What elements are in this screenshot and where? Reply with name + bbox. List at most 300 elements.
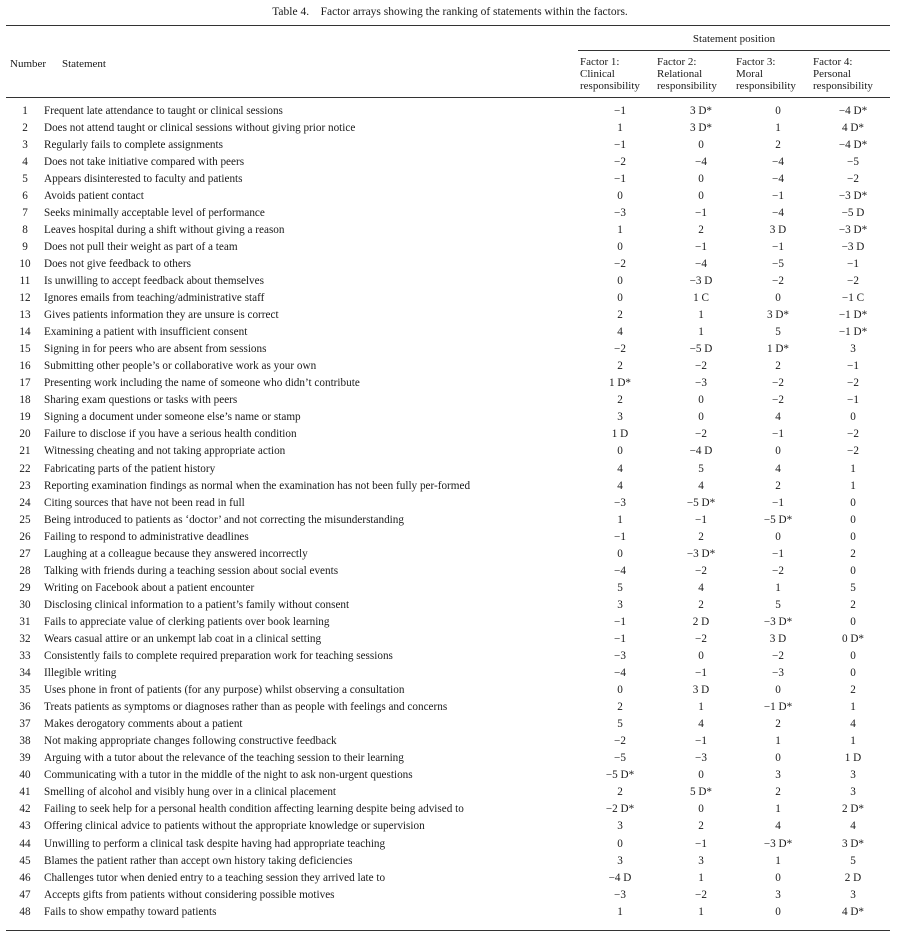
table-row	[6, 613, 890, 630]
row-factor-2: −2	[695, 632, 707, 645]
row-factor-3: 3	[775, 888, 781, 901]
row-factor-4: −2	[847, 274, 859, 287]
row-factor-1: −2	[614, 257, 626, 270]
table-row	[6, 903, 890, 920]
row-number: 23	[19, 479, 31, 492]
row-number: 6	[22, 189, 28, 202]
row-statement: Frequent late attendance to taught or clinical sessions	[44, 104, 283, 117]
row-factor-2: 1	[698, 309, 704, 322]
table-row	[6, 460, 890, 477]
row-factor-4: −1 D*	[838, 326, 868, 339]
row-factor-3: −5 D*	[763, 513, 793, 526]
row-factor-2: 0	[698, 394, 704, 407]
row-factor-2: 0	[698, 172, 704, 185]
row-factor-4: −4 D*	[838, 138, 868, 151]
table-row	[6, 699, 890, 716]
row-factor-2: 0	[698, 769, 704, 782]
row-factor-3: 1	[775, 803, 781, 816]
table-row	[6, 767, 890, 784]
row-factor-2: −3 D*	[686, 547, 716, 560]
row-statement: Challenges tutor when denied entry to a teaching session they arrived late to	[44, 871, 386, 884]
row-factor-2: −1	[695, 206, 707, 219]
row-factor-2: −3	[695, 752, 707, 765]
row-number: 8	[22, 223, 28, 236]
row-factor-3: −1 D*	[763, 701, 793, 714]
row-factor-4: 4 D*	[841, 121, 865, 134]
row-factor-3: 2	[775, 479, 781, 492]
table-row	[6, 290, 890, 307]
row-statement: Sharing exam questions or tasks with peers	[44, 394, 238, 407]
row-statement: Is unwilling to accept feedback about themselves	[44, 274, 264, 287]
header-factor-1-line1: Factor 1:	[580, 56, 620, 68]
header-statement-position: Statement position	[692, 33, 776, 45]
row-number: 15	[19, 343, 31, 356]
factor-array-table	[6, 102, 890, 920]
row-factor-2: 0	[698, 189, 704, 202]
table-row	[6, 852, 890, 869]
table-row	[6, 665, 890, 682]
row-factor-3: 0	[775, 905, 781, 918]
row-number: 43	[19, 820, 31, 833]
row-factor-4: 4	[850, 718, 856, 731]
header-factor-3-line2: Moral	[736, 68, 763, 80]
row-factor-4: 1	[850, 735, 856, 748]
row-factor-1: 3	[617, 411, 623, 424]
row-factor-2: 4	[698, 479, 704, 492]
row-statement: Treats patients as symptoms or diagnoses rather than as people with feelings and concerns	[44, 701, 448, 714]
row-statement: Regularly fails to complete assignments	[44, 138, 223, 151]
row-factor-2: 4	[698, 581, 704, 594]
header-factor-4	[813, 56, 873, 92]
row-factor-1: 2	[617, 394, 623, 407]
row-factor-4: 2	[850, 684, 856, 697]
row-factor-2: −1	[695, 240, 707, 253]
table-row	[6, 307, 890, 324]
row-statement: Fails to show empathy toward patients	[44, 905, 217, 918]
row-statement: Communicating with a tutor in the middle of the night to ask non-urgent questions	[44, 769, 413, 782]
row-factor-4: 1	[850, 462, 856, 475]
row-statement: Ignores emails from teaching/administrative staff	[44, 292, 265, 305]
row-number: 35	[19, 684, 31, 697]
row-factor-1: 2	[617, 701, 623, 714]
row-factor-3: −2	[772, 377, 784, 390]
row-factor-3: 2	[775, 360, 781, 373]
row-number: 22	[19, 462, 31, 475]
table-caption: Table 4. Factor arrays showing the ranking of statements within the factors.	[272, 6, 628, 18]
row-factor-1: −3	[614, 206, 626, 219]
row-factor-2: −4	[695, 257, 707, 270]
row-factor-1: 0	[617, 274, 623, 287]
row-factor-2: 1 C	[693, 292, 709, 305]
row-factor-3: −1	[772, 240, 784, 253]
row-statement: Talking with friends during a teaching session about social events	[44, 564, 339, 577]
row-statement: Does not take initiative compared with peers	[44, 155, 245, 168]
row-factor-1: −4	[614, 667, 626, 680]
row-number: 16	[19, 360, 31, 373]
row-factor-3: 3	[775, 769, 781, 782]
row-number: 10	[19, 257, 31, 270]
row-factor-3: −1	[772, 496, 784, 509]
row-number: 40	[19, 769, 31, 782]
row-factor-3: −1	[772, 547, 784, 560]
row-factor-1: 3	[617, 854, 623, 867]
row-statement: Submitting other people’s or collaborative work as your own	[44, 360, 317, 373]
row-factor-1: 0	[617, 292, 623, 305]
header-factor-3-line3: responsibility	[736, 80, 796, 92]
row-factor-1: 5	[617, 718, 623, 731]
row-factor-2: −5 D	[689, 343, 713, 356]
row-statement: Wears casual attire or an unkempt lab coat in a clinical setting	[44, 632, 322, 645]
row-factor-3: 2	[775, 718, 781, 731]
row-statement: Reporting examination findings as normal when the examination has not been fully per-formed	[44, 479, 471, 492]
row-factor-2: 5 D*	[689, 786, 713, 799]
row-factor-1: −1	[614, 530, 626, 543]
row-statement: Gives patients information they are unsure is correct	[44, 309, 279, 322]
row-factor-2: 0	[698, 803, 704, 816]
row-factor-1: 3	[617, 598, 623, 611]
table-body	[6, 102, 890, 920]
row-factor-1: −2	[614, 735, 626, 748]
row-statement: Arguing with a tutor about the relevance of the teaching session to their learning	[44, 752, 404, 765]
row-factor-3: 4	[775, 462, 781, 475]
row-number: 46	[19, 871, 31, 884]
row-factor-2: −3 D	[689, 274, 713, 287]
row-statement: Failing to respond to administrative deadlines	[44, 530, 249, 543]
row-factor-4: −2	[847, 377, 859, 390]
row-factor-4: 5	[850, 854, 856, 867]
row-statement: Being introduced to patients as ‘doctor’ and not correcting the misunderstanding	[44, 513, 404, 526]
header-factor-2	[657, 56, 717, 92]
header-factor-4-line1: Factor 4:	[813, 56, 853, 68]
row-statement: Citing sources that have not been read in full	[44, 496, 245, 509]
row-factor-3: 0	[775, 684, 781, 697]
row-factor-2: −1	[695, 667, 707, 680]
header-factor-2-line3: responsibility	[657, 80, 717, 92]
row-factor-2: −1	[695, 837, 707, 850]
table-row	[6, 528, 890, 545]
table-row	[6, 750, 890, 767]
row-number: 20	[19, 428, 31, 441]
table-row	[6, 511, 890, 528]
row-statement: Disclosing clinical information to a patient’s family without consent	[44, 598, 350, 611]
row-number: 14	[19, 326, 31, 339]
row-factor-1: −2	[614, 155, 626, 168]
row-factor-1: −2 D*	[605, 803, 635, 816]
table-row	[6, 682, 890, 699]
row-factor-1: 0	[617, 837, 623, 850]
row-number: 38	[19, 735, 31, 748]
table-row	[6, 545, 890, 562]
row-factor-1: 3	[617, 820, 623, 833]
table-row	[6, 835, 890, 852]
row-statement: Accepts gifts from patients without considering possible motives	[44, 888, 335, 901]
row-number: 37	[19, 718, 31, 731]
row-number: 5	[22, 172, 28, 185]
row-factor-4: 3	[850, 769, 856, 782]
row-number: 24	[19, 496, 31, 509]
row-statement: Offering clinical advice to patients without the appropriate knowledge or supervision	[44, 820, 425, 833]
row-factor-1: 4	[617, 462, 623, 475]
row-factor-1: 0	[617, 240, 623, 253]
row-factor-4: 0	[850, 530, 856, 543]
row-factor-4: 4 D*	[841, 905, 865, 918]
row-number: 12	[19, 292, 31, 305]
row-statement: Unwilling to perform a clinical task despite having had appropriate teaching	[44, 837, 386, 850]
row-number: 34	[19, 667, 31, 680]
row-factor-3: 3 D*	[766, 309, 790, 322]
row-number: 17	[19, 377, 31, 390]
row-factor-2: 3 D*	[689, 121, 713, 134]
row-factor-4: −1 D*	[838, 309, 868, 322]
row-factor-2: −5 D*	[686, 496, 716, 509]
row-factor-4: 0	[850, 667, 856, 680]
row-factor-4: 1	[850, 701, 856, 714]
row-number: 39	[19, 752, 31, 765]
row-factor-3: 0	[775, 530, 781, 543]
row-factor-4: 3 D*	[841, 837, 865, 850]
row-statement: Avoids patient contact	[44, 189, 144, 202]
table-row	[6, 102, 890, 119]
row-number: 44	[19, 837, 31, 850]
table-row	[6, 869, 890, 886]
row-factor-1: −1	[614, 172, 626, 185]
row-number: 48	[19, 905, 31, 918]
row-factor-1: 1	[617, 121, 623, 134]
row-factor-1: 1	[617, 513, 623, 526]
table-row	[6, 187, 890, 204]
row-factor-3: 0	[775, 871, 781, 884]
table-row	[6, 801, 890, 818]
row-factor-4: 1	[850, 479, 856, 492]
row-factor-4: 4	[850, 820, 856, 833]
row-factor-2: 0	[698, 411, 704, 424]
table-row	[6, 818, 890, 835]
table-row	[6, 170, 890, 187]
row-factor-3: −4	[772, 206, 784, 219]
table-row	[6, 221, 890, 238]
row-number: 32	[19, 632, 31, 645]
header-subrule	[578, 50, 890, 51]
row-factor-4: 3	[850, 888, 856, 901]
table-row	[6, 324, 890, 341]
row-factor-3: 1	[775, 854, 781, 867]
row-factor-2: 5	[698, 462, 704, 475]
row-factor-4: −1	[847, 360, 859, 373]
row-factor-1: −2	[614, 343, 626, 356]
row-factor-3: −4	[772, 172, 784, 185]
row-factor-2: −4	[695, 155, 707, 168]
row-factor-3: −4	[772, 155, 784, 168]
row-statement: Does not attend taught or clinical sessions without giving prior notice	[44, 121, 356, 134]
row-factor-3: −3	[772, 667, 784, 680]
row-number: 21	[19, 445, 31, 458]
row-statement: Uses phone in front of patients (for any purpose) whilst observing a consultation	[44, 684, 405, 697]
row-factor-1: 4	[617, 326, 623, 339]
row-statement: Writing on Facebook about a patient encounter	[44, 581, 255, 594]
row-factor-4: 2	[850, 598, 856, 611]
row-factor-2: 3 D	[692, 684, 710, 697]
row-statement: Seeks minimally acceptable level of performance	[44, 206, 265, 219]
row-factor-3: 3 D	[769, 223, 787, 236]
row-number: 29	[19, 581, 31, 594]
table-row	[6, 494, 890, 511]
row-factor-1: 2	[617, 786, 623, 799]
table-row	[6, 238, 890, 255]
row-statement: Failing to seek help for a personal health condition affecting learning despite being advised to	[44, 803, 464, 816]
row-factor-2: 1	[698, 871, 704, 884]
row-factor-2: 1	[698, 701, 704, 714]
row-factor-4: −3 D*	[838, 223, 868, 236]
row-factor-4: 0	[850, 496, 856, 509]
header-factor-1	[580, 56, 640, 92]
row-factor-2: 0	[698, 138, 704, 151]
header-number: Number	[10, 58, 47, 70]
row-number: 36	[19, 701, 31, 714]
table-row	[6, 562, 890, 579]
row-factor-1: 0	[617, 445, 623, 458]
row-factor-3: 0	[775, 104, 781, 117]
row-number: 2	[22, 121, 28, 134]
row-factor-3: −2	[772, 394, 784, 407]
row-number: 45	[19, 854, 31, 867]
row-factor-2: 3 D*	[689, 104, 713, 117]
row-number: 9	[22, 240, 28, 253]
row-factor-4: 0	[850, 411, 856, 424]
header-factor-1-line3: responsibility	[580, 80, 640, 92]
row-statement: Signing a document under someone else’s name or stamp	[44, 411, 301, 424]
row-factor-2: −2	[695, 564, 707, 577]
row-statement: Witnessing cheating and not taking appropriate action	[44, 445, 286, 458]
row-statement: Illegible writing	[44, 667, 117, 680]
row-factor-1: −4	[614, 564, 626, 577]
row-factor-3: 0	[775, 752, 781, 765]
row-factor-4: 0	[850, 513, 856, 526]
row-statement: Does not pull their weight as part of a team	[44, 240, 238, 253]
row-factor-3: 4	[775, 820, 781, 833]
row-factor-2: −4 D	[689, 445, 713, 458]
row-factor-2: 2	[698, 530, 704, 543]
table-row	[6, 409, 890, 426]
header-factor-3-line1: Factor 3:	[736, 56, 776, 68]
row-factor-1: −5	[614, 752, 626, 765]
row-factor-1: 2	[617, 309, 623, 322]
row-number: 11	[19, 274, 31, 287]
row-factor-1: 1 D	[611, 428, 629, 441]
row-factor-1: 0	[617, 547, 623, 560]
row-statement: Makes derogatory comments about a patient	[44, 718, 243, 731]
header-statement: Statement	[62, 58, 106, 70]
table-row	[6, 375, 890, 392]
table-row	[6, 886, 890, 903]
row-factor-3: −2	[772, 564, 784, 577]
row-factor-3: 5	[775, 326, 781, 339]
row-factor-4: −1	[847, 257, 859, 270]
row-factor-1: −3	[614, 496, 626, 509]
row-factor-3: −1	[772, 189, 784, 202]
row-factor-3: 0	[775, 292, 781, 305]
row-factor-1: −4 D	[608, 871, 632, 884]
row-factor-4: 2 D	[844, 871, 862, 884]
table-row	[6, 119, 890, 136]
row-factor-1: 1	[617, 905, 623, 918]
row-number: 25	[19, 513, 31, 526]
header-factor-4-line2: Personal	[813, 68, 851, 80]
table-row	[6, 596, 890, 613]
table-row	[6, 358, 890, 375]
table-row	[6, 477, 890, 494]
row-factor-4: −5	[847, 155, 859, 168]
row-factor-3: 0	[775, 445, 781, 458]
table-row	[6, 341, 890, 358]
row-statement: Signing in for peers who are absent from sessions	[44, 343, 267, 356]
table-top-rule	[6, 25, 890, 26]
row-number: 30	[19, 598, 31, 611]
row-factor-2: −2	[695, 428, 707, 441]
table-row	[6, 392, 890, 409]
header-bottom-rule	[6, 97, 890, 98]
row-statement: Failure to disclose if you have a serious health condition	[44, 428, 297, 441]
row-factor-1: 1	[617, 223, 623, 236]
row-factor-3: 1	[775, 121, 781, 134]
row-factor-4: −2	[847, 445, 859, 458]
row-number: 41	[19, 786, 31, 799]
row-number: 26	[19, 530, 31, 543]
row-factor-3: −2	[772, 650, 784, 663]
row-factor-2: 2 D	[692, 615, 710, 628]
row-factor-4: 3	[850, 343, 856, 356]
row-factor-2: −1	[695, 513, 707, 526]
row-factor-1: 5	[617, 581, 623, 594]
row-statement: Fails to appreciate value of clerking patients over book learning	[44, 615, 330, 628]
row-factor-2: −2	[695, 360, 707, 373]
row-factor-3: −3 D*	[763, 615, 793, 628]
header-factor-4-line3: responsibility	[813, 80, 873, 92]
row-factor-4: 1 D	[844, 752, 862, 765]
row-factor-4: −3 D	[841, 240, 865, 253]
table-row	[6, 255, 890, 272]
row-factor-3: 5	[775, 598, 781, 611]
row-factor-2: 0	[698, 650, 704, 663]
row-statement: Presenting work including the name of someone who didn’t contribute	[44, 377, 360, 390]
row-factor-3: 1	[775, 735, 781, 748]
row-factor-4: 0	[850, 615, 856, 628]
row-factor-4: −2	[847, 172, 859, 185]
row-number: 27	[19, 547, 31, 560]
row-factor-4: 2	[850, 547, 856, 560]
row-statement: Consistently fails to complete required preparation work for teaching sessions	[44, 650, 393, 663]
row-factor-4: −1 C	[841, 292, 865, 305]
row-factor-3: 1	[775, 581, 781, 594]
table-row	[6, 716, 890, 733]
row-factor-1: 0	[617, 684, 623, 697]
row-statement: Laughing at a colleague because they answered incorrectly	[44, 547, 308, 560]
row-factor-4: −3 D*	[838, 189, 868, 202]
header-factor-2-line2: Relational	[657, 68, 703, 80]
row-factor-1: 2	[617, 360, 623, 373]
table-row	[6, 426, 890, 443]
row-factor-4: 0 D*	[841, 632, 865, 645]
table-row	[6, 153, 890, 170]
table-row	[6, 733, 890, 750]
row-factor-1: −5 D*	[605, 769, 635, 782]
row-statement: Appears disinterested to faculty and patients	[44, 172, 243, 185]
table-row	[6, 579, 890, 596]
row-statement: Blames the patient rather than accept own history taking deficiencies	[44, 854, 353, 867]
row-number: 13	[19, 309, 31, 322]
row-factor-4: 5	[850, 581, 856, 594]
row-statement: Fabricating parts of the patient history	[44, 462, 216, 475]
row-factor-4: −4 D*	[838, 104, 868, 117]
